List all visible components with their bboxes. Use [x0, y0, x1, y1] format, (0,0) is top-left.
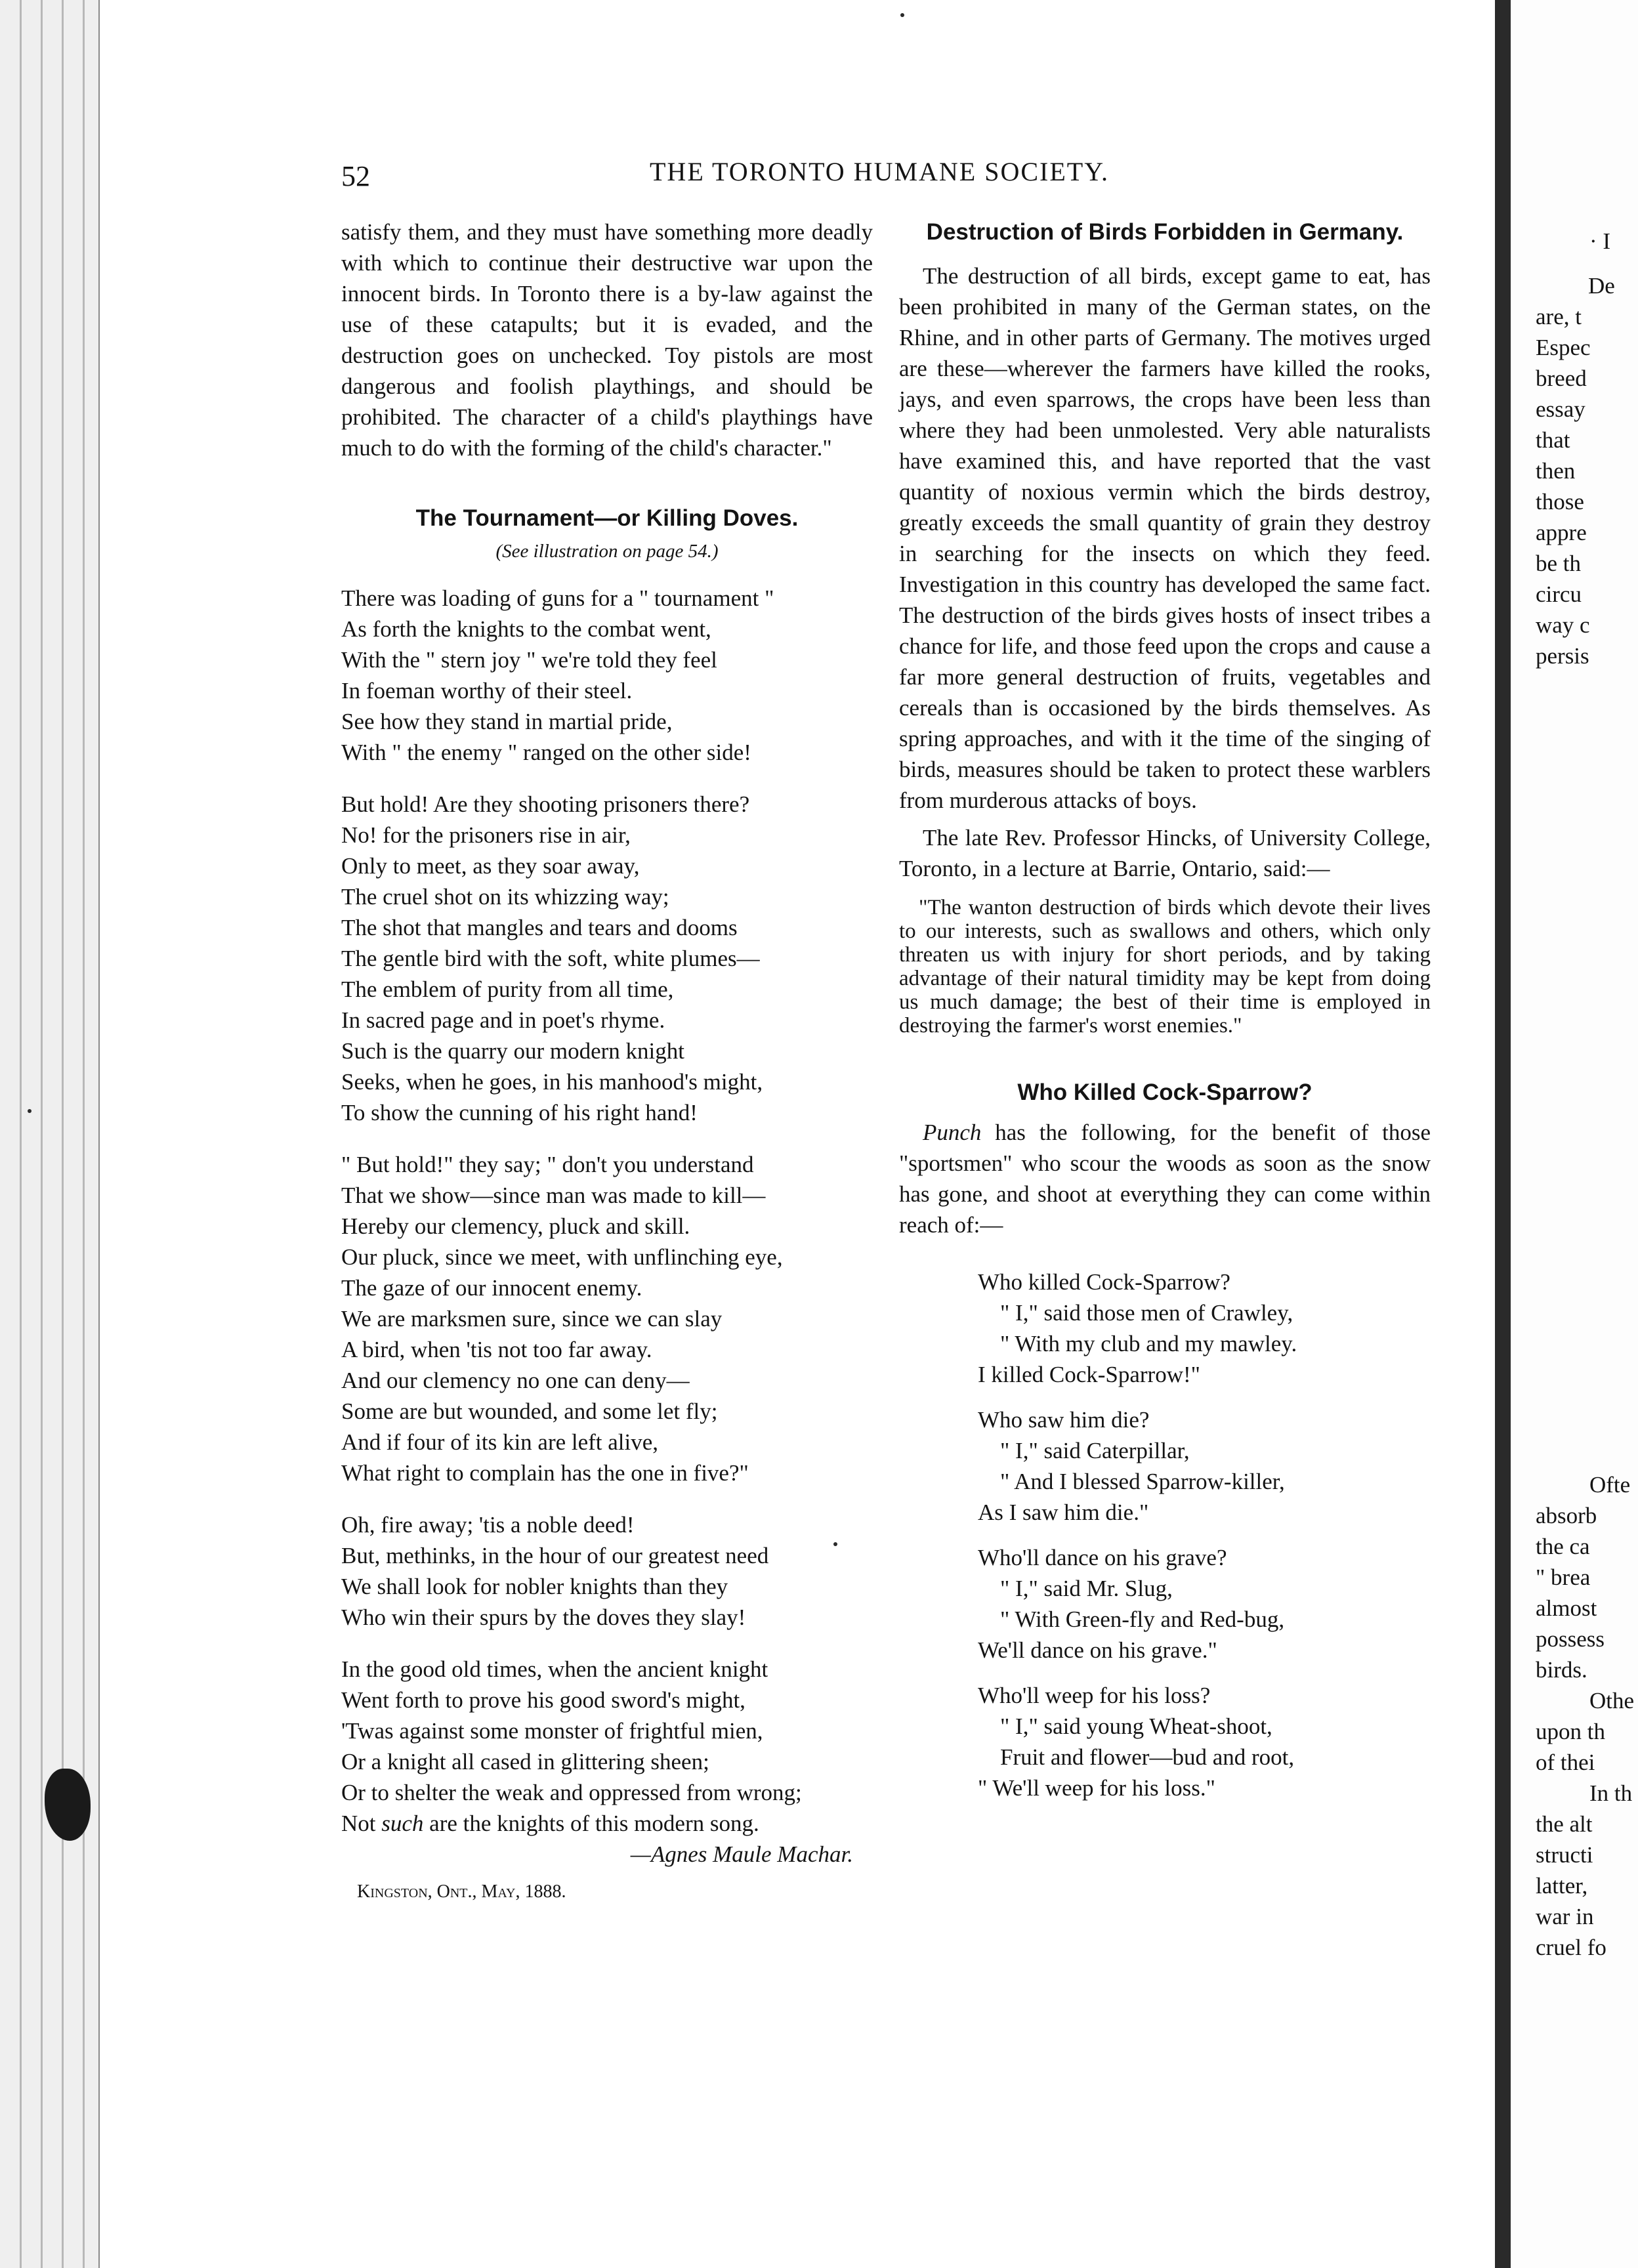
rhyme-line: Fruit and flower—bud and root,: [1000, 1744, 1295, 1770]
closing-word: Not: [341, 1811, 376, 1836]
poem-line: 'Twas against some monster of frightful mien,: [341, 1718, 763, 1744]
intro-text: has the following, for the benefit of those "sportsmen" who scour the woods as soon as the snow has gone, and shoot at everything they can come within reach of:—: [899, 1120, 1431, 1238]
poem-title: The Tournament—or Killing Doves.: [415, 505, 799, 531]
facing-page-line: then: [1536, 458, 1576, 484]
facing-page-line: those: [1536, 489, 1584, 514]
facing-page-line: structi: [1536, 1842, 1593, 1868]
poem-line: There was loading of guns for a " tournament ": [341, 585, 774, 611]
facing-page-line: persis: [1536, 643, 1589, 669]
facing-page-line: upon th: [1536, 1719, 1605, 1744]
poem-stanza: [341, 583, 873, 768]
poem-line: Hereby our clemency, pluck and skill.: [341, 1213, 690, 1239]
poem-line: But, methinks, in the hour of our greatest need: [341, 1543, 769, 1568]
article-paragraph: The destruction of all birds, except game to eat, has been prohibited in many of the German states, on the Rhine, and in other parts of Germany. The motives urged are these—wherever the farmers have killed the rooks, jays, and even sparrows, the crops have been less than where they had been unmolested. Very able naturalists have examined this, and have reported that the vast quantity of noxious vermin which the birds destroy, greatly exceeds the small quantity of grain they destroy in searching for the insects on which they feed. Investigation in this country has developed the same fact. The destruction of the birds gives hosts of insect tribes a chance for life, and those feed upon the crops and cause a far more general destruction of fruits, vegetables and cereals than is occasioned by the birds themselves. As spring approaches, and with it the time of the singing of birds, measures should be taken to protect these warblers from murderous attacks of boys.: [899, 263, 1431, 813]
facing-page-line: war in: [1536, 1904, 1594, 1929]
poem-stanza: [341, 1509, 873, 1633]
rhyme-stanza: [978, 1542, 1431, 1666]
poem-line: And our clemency no one can deny—: [341, 1368, 690, 1393]
rhyme-stanza: [978, 1267, 1431, 1390]
facing-page-line: " brea: [1536, 1564, 1591, 1590]
poem-author: —Agnes Maule Machar.: [630, 1841, 853, 1867]
poem-line: The emblem of purity from all time,: [341, 976, 674, 1002]
illustration-note: (See illustration on page 54.): [495, 541, 719, 562]
poem-line: Some are but wounded, and some let fly;: [341, 1398, 718, 1424]
rhyme-line: Who'll dance on his grave?: [978, 1545, 1227, 1570]
closing-rest: are the knights of this modern song.: [429, 1811, 759, 1836]
rhyme-line: Who killed Cock-Sparrow?: [978, 1269, 1230, 1295]
poem-line: " But hold!" they say; " don't you understand: [341, 1152, 754, 1177]
poem-stanza: [341, 1149, 873, 1488]
poem-line: See how they stand in martial pride,: [341, 709, 673, 734]
poem-stanza: [341, 1654, 873, 1839]
poem-line: With the " stern joy " we're told they feel: [341, 647, 717, 673]
intro-paragraph: satisfy them, and they must have something more deadly with which to continue their destructive war upon the innocent birds. In Toronto there is a by-law against the use of these catapults; but it is evaded, and the destruction goes on unchecked. Toy pistols are most dangerous and foolish playthings, and should be prohibited. The character of a child's playthings have much to do with the forming of the child's character.": [341, 219, 873, 461]
poem-closing-line: [341, 1808, 873, 1839]
poem-line: To show the cunning of his right hand!: [341, 1100, 698, 1125]
rhyme-line: " And I blessed Sparrow-killer,: [1000, 1469, 1285, 1494]
poem-line: Such is the quarry our modern knight: [341, 1038, 684, 1064]
facing-page-line: · I: [1589, 228, 1611, 254]
rhyme-line: " I," said Caterpillar,: [1000, 1438, 1190, 1463]
facing-page-line: that: [1536, 427, 1570, 453]
facing-page-line: almost: [1536, 1595, 1597, 1621]
poem-line: In foeman worthy of their steel.: [341, 678, 633, 704]
rhyme-line: As I saw him die.": [978, 1500, 1149, 1525]
poem-line: We are marksmen sure, since we can slay: [341, 1306, 723, 1332]
poem-line: Or a knight all cased in glittering sheen;: [341, 1749, 709, 1774]
poem-line: Went forth to prove his good sword's might,: [341, 1687, 746, 1713]
emphasis-word: such: [381, 1811, 424, 1836]
rhyme-line: We'll dance on his grave.": [978, 1637, 1217, 1663]
print-speck: [900, 13, 904, 17]
poem-line: We shall look for nobler knights than they: [341, 1574, 728, 1599]
nursery-rhyme: [978, 1267, 1431, 1803]
block-quote: "The wanton destruction of birds which devote their lives to our interests, such as swallows and others, which only threaten us with injury for short periods, and by taking advantage of their natural timidity may be kept from doing us much damage; the best of their time is employed in destroying the farmer's worst enemies.": [899, 896, 1431, 1038]
poem-line: Only to meet, as they soar away,: [341, 853, 640, 879]
print-speck: [833, 1542, 837, 1546]
rhyme-line: Who saw him die?: [978, 1407, 1150, 1433]
book-gutter: [1495, 0, 1511, 2268]
facing-page-line: be th: [1536, 551, 1582, 576]
rhyme-line: " With Green-fly and Red-bug,: [1000, 1606, 1285, 1632]
rhyme-stanza: [978, 1404, 1431, 1528]
poem-line: The shot that mangles and tears and dooms: [341, 915, 738, 940]
poem-line: The cruel shot on its whizzing way;: [341, 884, 669, 910]
facing-page-line: De: [1588, 273, 1615, 299]
facing-page-line: Espec: [1536, 335, 1591, 360]
poem-line: In the good old times, when the ancient knight: [341, 1656, 768, 1682]
facing-page-line: cruel fo: [1536, 1935, 1606, 1960]
facing-page-line: of thei: [1536, 1750, 1595, 1775]
article-title-cock-sparrow: Who Killed Cock-Sparrow?: [1017, 1080, 1312, 1105]
rhyme-stanza: [978, 1680, 1431, 1803]
poem-line: Who win their spurs by the doves they slay!: [341, 1605, 746, 1630]
right-column: [899, 217, 1431, 1803]
facing-page-line: are, t: [1536, 304, 1582, 329]
poem-line: Our pluck, since we meet, with unflinching eye,: [341, 1244, 783, 1270]
facing-page-line: the ca: [1536, 1534, 1590, 1559]
rhyme-line: Who'll weep for his loss?: [978, 1683, 1211, 1708]
poem-line-wrapped: Or to shelter the weak and oppressed from wrong;: [341, 1780, 802, 1805]
poem-line: In sacred page and in poet's rhyme.: [341, 1007, 665, 1033]
publication-name: Punch: [923, 1120, 982, 1145]
poem-line: Seeks, when he goes, in his manhood's might,: [341, 1069, 763, 1095]
rhyme-line: " With my club and my mawley.: [1000, 1331, 1297, 1356]
facing-page: [1511, 0, 1638, 2268]
poem-line: As forth the knights to the combat went,: [341, 616, 711, 642]
left-column: [341, 217, 873, 1907]
facing-page-line: breed: [1536, 366, 1587, 391]
facing-page-line: the alt: [1536, 1811, 1593, 1837]
rhyme-line: " I," said those men of Crawley,: [1000, 1300, 1293, 1326]
facing-page-line: absorb: [1536, 1503, 1597, 1528]
article-intro: [899, 1117, 1431, 1240]
poem-stanza: [341, 789, 873, 1128]
poem-line: Oh, fire away; 'tis a noble deed!: [341, 1512, 635, 1538]
facing-page-line: circu: [1536, 581, 1582, 607]
dateline: Kingston, Ont., May, 1888.: [357, 1881, 566, 1902]
rhyme-line: I killed Cock-Sparrow!": [978, 1362, 1200, 1387]
facing-page-line: Ofte: [1589, 1472, 1631, 1498]
running-head: THE TORONTO HUMANE SOCIETY.: [650, 157, 1109, 186]
facing-page-line: birds.: [1536, 1657, 1587, 1683]
poem-line: The gentle bird with the soft, white plumes—: [341, 946, 760, 971]
rhyme-line: " We'll weep for his loss.": [978, 1775, 1215, 1801]
poem-line: With " the enemy " ranged on the other side!: [341, 740, 751, 765]
facing-page-line: possess: [1536, 1626, 1605, 1652]
rhyme-line: " I," said young Wheat-shoot,: [1000, 1713, 1272, 1739]
poem-line: A bird, when 'tis not too far away.: [341, 1337, 652, 1362]
book-edge: [0, 0, 98, 2268]
facing-page-line: Othe: [1589, 1688, 1635, 1713]
article-paragraph: The late Rev. Professor Hincks, of University College, Toronto, in a lecture at Barrie, Ontario, said:—: [899, 825, 1431, 881]
facing-page-line: In th: [1589, 1780, 1633, 1806]
poem-line: But hold! Are they shooting prisoners there?: [341, 791, 750, 817]
rhyme-line: " I," said Mr. Slug,: [1000, 1576, 1173, 1601]
print-speck: [28, 1109, 32, 1113]
facing-page-line: essay: [1536, 396, 1586, 422]
poem-line: What right to complain has the one in five?": [341, 1460, 749, 1486]
article-title-germany: Destruction of Birds Forbidden in Germany.: [926, 219, 1404, 245]
facing-page-line: way c: [1536, 612, 1590, 638]
poem-line: The gaze of our innocent enemy.: [341, 1275, 642, 1301]
poem-line: And if four of its kin are left alive,: [341, 1429, 659, 1455]
facing-page-line: appre: [1536, 520, 1587, 545]
poem-line: That we show—since man was made to kill—: [341, 1183, 766, 1208]
facing-page-line: latter,: [1536, 1873, 1588, 1899]
poem-line: No! for the prisoners rise in air,: [341, 822, 631, 848]
page-number: 52: [341, 160, 370, 192]
